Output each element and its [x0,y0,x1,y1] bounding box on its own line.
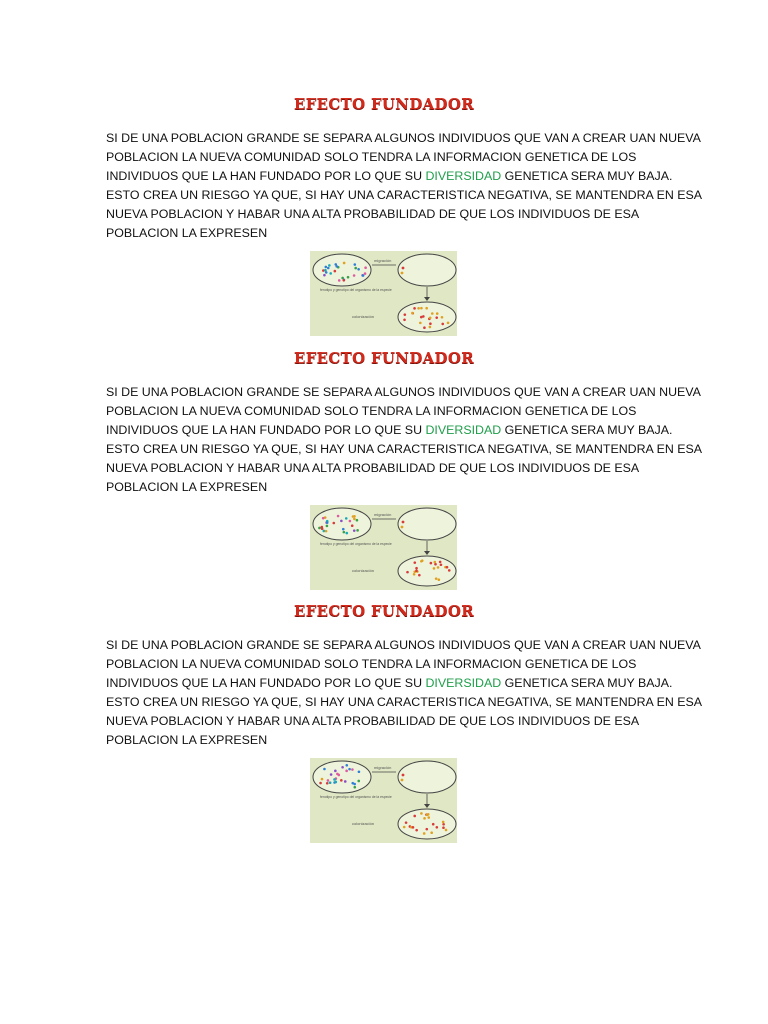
individual-dot [364,266,367,269]
arrow-head-icon [424,297,430,301]
individual-dot [322,530,325,533]
paragraph-line: POBLACION LA NUEVA COMUNIDAD SOLO TENDRA LA INFORMACION GENETICA DE LOS [106,150,637,164]
migration-label: migración [374,258,392,263]
paragraph-line: POBLACION LA EXPRESEN [106,226,268,240]
individual-dot [401,526,404,529]
individual-dot [336,773,339,776]
individual-dot [429,322,432,325]
individual-dot [328,264,331,267]
individual-dot [435,577,438,580]
individual-dot [429,326,432,329]
individual-dot [354,267,357,270]
individual-dot [345,764,348,767]
individual-dot [425,307,428,310]
individual-dot [319,782,322,785]
colonized-population-circle [398,556,456,586]
individual-dot [406,571,409,574]
arrow-head-icon [424,551,430,555]
individual-dot [438,578,441,581]
individual-dot [420,307,423,310]
highlight-word: DIVERSIDAD [425,676,502,690]
individual-dot [327,779,330,782]
source-population-circle [313,761,371,793]
individual-dot [364,272,367,275]
individual-dot [356,519,359,522]
paragraph-line: ESTO CREA UN RIESGO YA QUE, SI HAY UNA CARACTERISTICA NEGATIVA, SE MANTENDRA EN ESA [106,188,703,202]
individual-dot [404,313,407,316]
individual-dot [412,826,415,829]
individual-dot [351,782,354,785]
individual-dot [430,831,433,834]
individual-dot [431,312,434,315]
migration-label: migración [374,765,392,770]
individual-dot [345,517,348,520]
founder-effect-diagram [310,251,457,336]
individual-dot [433,567,436,570]
individual-dot [423,326,426,329]
individual-dot [403,318,406,321]
individual-dot [349,520,352,523]
paragraph-line: INDIVIDUOS QUE LA HAN FUNDADO POR LO QUE SU DIVERSIDAD GENETICA SERA MUY BAJA. [106,676,673,690]
individual-dot [415,829,418,832]
individual-dot [326,782,329,785]
individual-dot [357,780,360,783]
individual-dot [329,272,332,275]
individual-dot [330,773,333,776]
source-label: fenotipo y genotipo del organismo de la especie [320,795,392,799]
individual-dot [437,566,440,569]
arrow-head-icon [424,804,430,808]
individual-dot [429,316,432,319]
section-title: EFECTO FUNDADOR [293,349,475,367]
section-title: EFECTO FUNDADOR [293,95,475,113]
individual-dot [413,561,416,564]
individual-dot [440,563,443,566]
individual-dot [413,307,416,310]
paragraph-line: POBLACION LA NUEVA COMUNIDAD SOLO TENDRA LA INFORMACION GENETICA DE LOS [106,657,637,671]
individual-dot [432,823,435,826]
founder-effect-diagram [310,505,457,590]
individual-dot [322,517,325,520]
individual-dot [353,786,356,789]
paragraph-line: ESTO CREA UN RIESGO YA QUE, SI HAY UNA CARACTERISTICA NEGATIVA, SE MANTENDRA EN ESA [106,442,703,456]
paragraph-line: INDIVIDUOS QUE LA HAN FUNDADO POR LO QUE SU DIVERSIDAD GENETICA SERA MUY BAJA. [106,423,673,437]
individual-dot [353,518,356,521]
colonization-label: colonización [352,821,375,826]
individual-dot [358,770,361,773]
individual-dot [345,770,348,773]
individual-dot [402,774,405,777]
individual-dot [423,832,426,835]
paragraph-line: SI DE UNA POBLACION GRANDE SE SEPARA ALGUNOS INDIVIDUOS QUE VAN A CREAR UAN NUEVA [106,638,701,652]
founder-population-circle [398,761,456,793]
individual-dot [354,263,357,266]
individual-dot [352,515,355,518]
individual-dot [434,561,437,564]
individual-dot [448,569,451,572]
source-label: fenotipo y genotipo del organismo de la especie [320,542,392,546]
paragraph [106,636,703,750]
individual-dot [441,323,444,326]
individual-dot [335,265,338,268]
individual-dot [420,316,423,319]
individual-dot [413,573,416,576]
individual-dot [341,766,344,769]
individual-dot [434,563,437,566]
paragraph-line: NUEVA POBLACION Y HABAR UNA ALTA PROBABILIDAD DE QUE LOS INDIVIDUOS DE ESA [106,714,640,728]
individual-dot [337,515,340,518]
individual-dot [334,781,337,784]
source-population-circle [313,508,371,540]
individual-dot [351,524,354,527]
individual-dot [332,522,335,525]
individual-dot [323,274,326,277]
section-title: EFECTO FUNDADOR [293,602,475,620]
individual-dot [351,768,354,771]
paragraph-line: NUEVA POBLACION Y HABAR UNA ALTA PROBABILIDAD DE QUE LOS INDIVIDUOS DE ESA [106,461,640,475]
individual-dot [324,269,327,272]
individual-dot [340,520,343,523]
individual-dot [446,566,449,569]
individual-dot [403,826,406,829]
individual-dot [415,567,418,570]
individual-dot [442,821,445,824]
paragraph-line: SI DE UNA POBLACION GRANDE SE SEPARA ALGUNOS INDIVIDUOS QUE VAN A CREAR UAN NUEVA [106,131,701,145]
individual-dot [324,266,327,269]
individual-dot [417,307,420,310]
individual-dot [318,527,321,530]
individual-dot [362,274,365,277]
source-population-circle [313,254,371,286]
individual-dot [344,780,347,783]
individual-dot [420,560,423,563]
individual-dot [427,816,430,819]
individual-dot [321,527,324,530]
source-label: fenotipo y genotipo del organismo de la especie [320,288,392,292]
individual-dot [442,826,445,829]
individual-dot [420,812,423,815]
colonization-label: colonización [352,314,375,319]
migration-label: migración [374,512,392,517]
paragraph-line: POBLACION LA EXPRESEN [106,480,268,494]
individual-dot [348,768,351,771]
individual-dot [430,562,433,565]
paragraph-line: NUEVA POBLACION Y HABAR UNA ALTA PROBABILIDAD DE QUE LOS INDIVIDUOS DE ESA [106,207,640,221]
individual-dot [327,267,330,270]
individual-dot [343,262,346,265]
individual-dot [405,821,408,824]
individual-dot [326,521,329,524]
individual-dot [329,781,332,784]
individual-dot [415,570,418,573]
individual-dot [357,268,360,271]
individual-dot [439,561,442,564]
individual-dot [423,817,426,820]
diagram-svg [310,251,457,336]
individual-dot [347,276,350,279]
paragraph-line: POBLACION LA EXPRESEN [106,733,268,747]
individual-dot [343,531,346,534]
individual-dot [435,316,438,319]
individual-dot [345,532,348,535]
individual-dot [326,525,329,528]
paragraph-line: ESTO CREA UN RIESGO YA QUE, SI HAY UNA CARACTERISTICA NEGATIVA, SE MANTENDRA EN ESA [106,695,703,709]
individual-dot [419,322,422,325]
paragraph-line: INDIVIDUOS QUE LA HAN FUNDADO POR LO QUE SU DIVERSIDAD GENETICA SERA MUY BAJA. [106,169,673,183]
individual-dot [342,528,345,531]
individual-dot [401,779,404,782]
colonized-population-circle [398,302,456,332]
founder-population-circle [398,508,456,540]
colonization-label: colonización [352,568,375,573]
individual-dot [338,279,341,282]
individual-dot [402,267,405,270]
paragraph [106,383,703,497]
individual-dot [325,530,328,533]
individual-dot [325,271,328,274]
individual-dot [442,823,445,826]
individual-dot [353,529,356,532]
individual-dot [418,574,421,577]
individual-dot [321,778,324,781]
founder-population-circle [398,254,456,286]
individual-dot [323,768,326,771]
individual-dot [436,312,439,315]
individual-dot [426,814,429,817]
highlight-word: DIVERSIDAD [425,423,502,437]
highlight-word: DIVERSIDAD [425,169,502,183]
founder-effect-diagram [310,758,457,843]
individual-dot [401,272,404,275]
individual-dot [436,826,439,829]
paragraph-line: POBLACION LA NUEVA COMUNIDAD SOLO TENDRA LA INFORMACION GENETICA DE LOS [106,404,637,418]
individual-dot [425,828,428,831]
individual-dot [333,778,336,781]
individual-dot [334,770,337,773]
individual-dot [342,279,345,282]
individual-dot [445,829,448,832]
individual-dot [356,529,359,532]
individual-dot [447,322,450,325]
individual-dot [340,779,343,782]
paragraph [106,129,703,243]
individual-dot [353,274,356,277]
diagram-svg [310,505,457,590]
paragraph-line: SI DE UNA POBLACION GRANDE SE SEPARA ALGUNOS INDIVIDUOS QUE VAN A CREAR UAN NUEVA [106,385,701,399]
individual-dot [334,270,337,273]
individual-dot [402,521,405,524]
individual-dot [411,312,414,315]
individual-dot [441,316,444,319]
diagram-svg [310,758,457,843]
individual-dot [413,815,416,818]
